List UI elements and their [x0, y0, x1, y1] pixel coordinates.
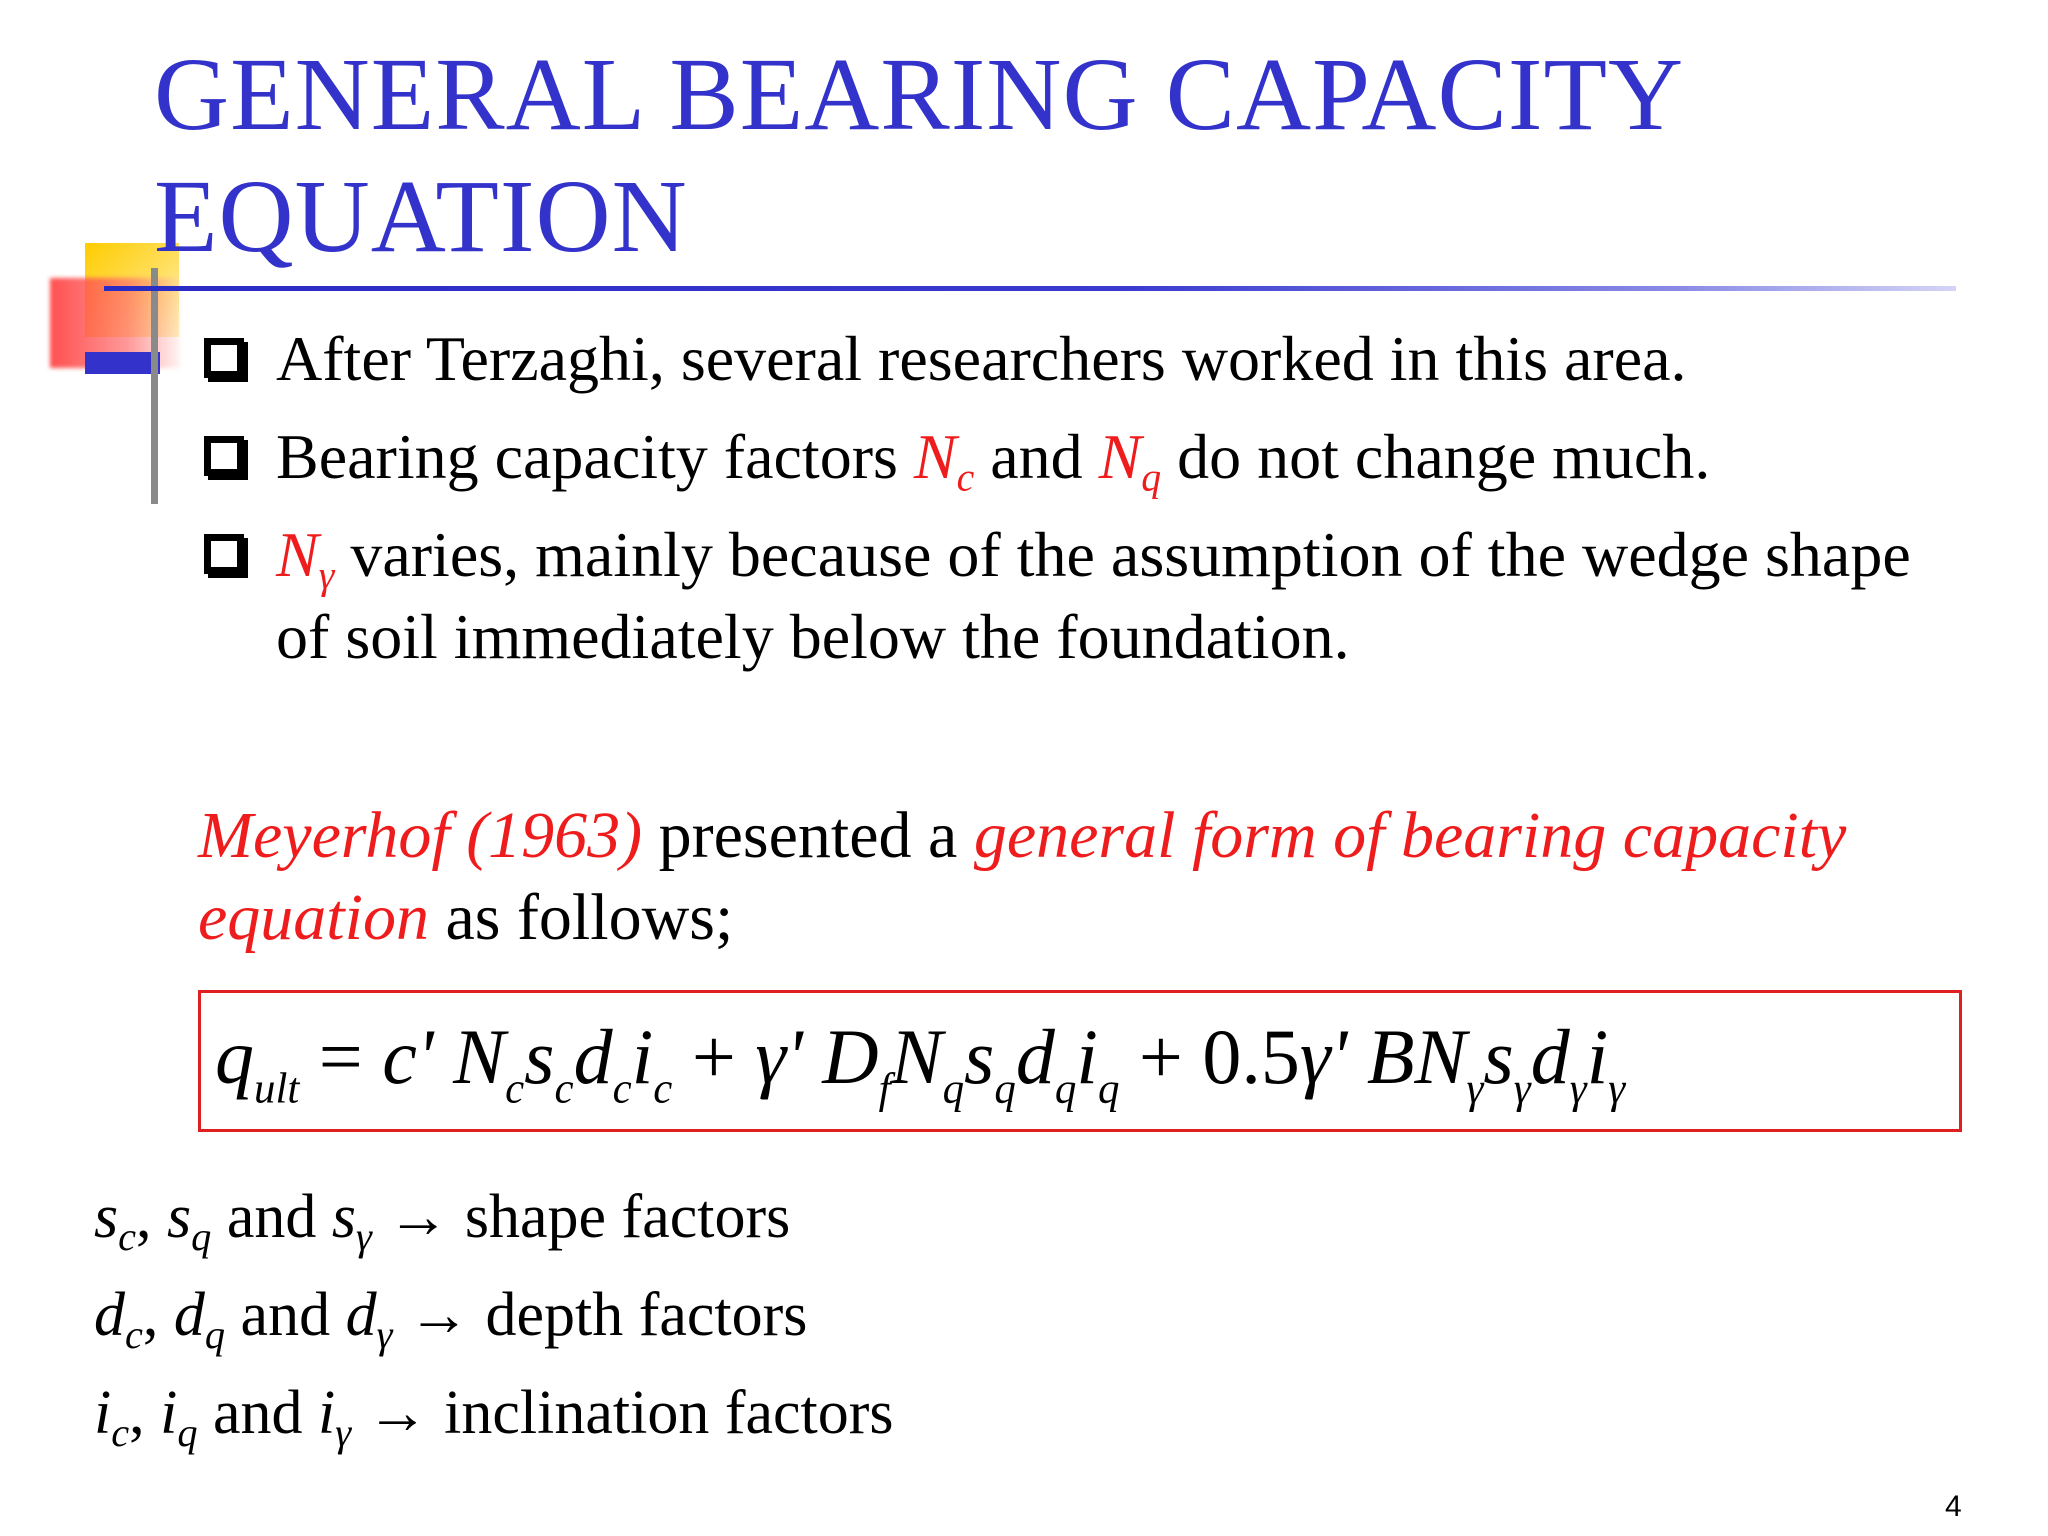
decor-vertical-line [151, 268, 158, 504]
shape-factors-line: $s_c$, $s_q$ and $s_\gamma$ → shape factors [94, 1183, 791, 1259]
meyerhof-end: as follows; [428, 881, 734, 954]
slide-title-line-1: GENERAL BEARING CAPACITY [154, 37, 1685, 152]
decor-blue-bar [85, 352, 160, 374]
bearing-capacity-equation: $q_{ult} = c'$ $N_cs_cd_ci_c + \gamma'$ $D_fN_qs_qd_qi_q + 0.5\gamma'$ $BN_\gamma s_\gamma d_\gamma i_\gamma$ [215, 1013, 1626, 1113]
bullet-text-suffix: do not change much. [1161, 421, 1711, 492]
meyerhof-author: Meyerhof (1963) [198, 799, 643, 872]
slide-title [154, 34, 1954, 278]
bullet-item-ngamma [200, 514, 1920, 678]
page-number: 4 [1945, 1490, 1962, 1523]
symbol-nc: $N_c$ [913, 421, 975, 500]
equation-box [198, 990, 1962, 1132]
bullet-text: After Terzaghi, several researchers worked in this area. [276, 323, 1687, 394]
slide-title-line-2: EQUATION [154, 159, 688, 274]
depth-factors-line: $d_c$, $d_q$ and $d_\gamma$ → depth factors [94, 1281, 808, 1357]
bullet-item-factors [200, 416, 1920, 498]
title-underline [104, 286, 1956, 291]
symbol-nq: $N_q$ [1098, 421, 1162, 500]
bullet-text-and: and [974, 421, 1099, 492]
bullet-text-suffix: varies, mainly because of the assumption of the wedge shape of soil immediately below the foundation. [276, 519, 1911, 672]
meyerhof-statement [198, 795, 1958, 959]
inclination-factors-line: $i_c$, $i_q$ and $i_\gamma$ → inclination factors [94, 1379, 894, 1455]
bullet-item-terzaghi [200, 318, 1920, 400]
meyerhof-middle: presented a [642, 799, 974, 872]
factor-definitions [94, 1168, 894, 1462]
meyerhof-emphasis: general form of bearing capacity equation [198, 799, 1847, 954]
bullet-list [200, 318, 1920, 694]
bullet-text-prefix: Bearing capacity factors [276, 421, 914, 492]
checkbox-bullet-icon [204, 436, 244, 476]
symbol-ngamma: $N_\gamma$ [276, 519, 335, 598]
checkbox-bullet-icon [204, 534, 244, 574]
checkbox-bullet-icon [204, 338, 244, 378]
